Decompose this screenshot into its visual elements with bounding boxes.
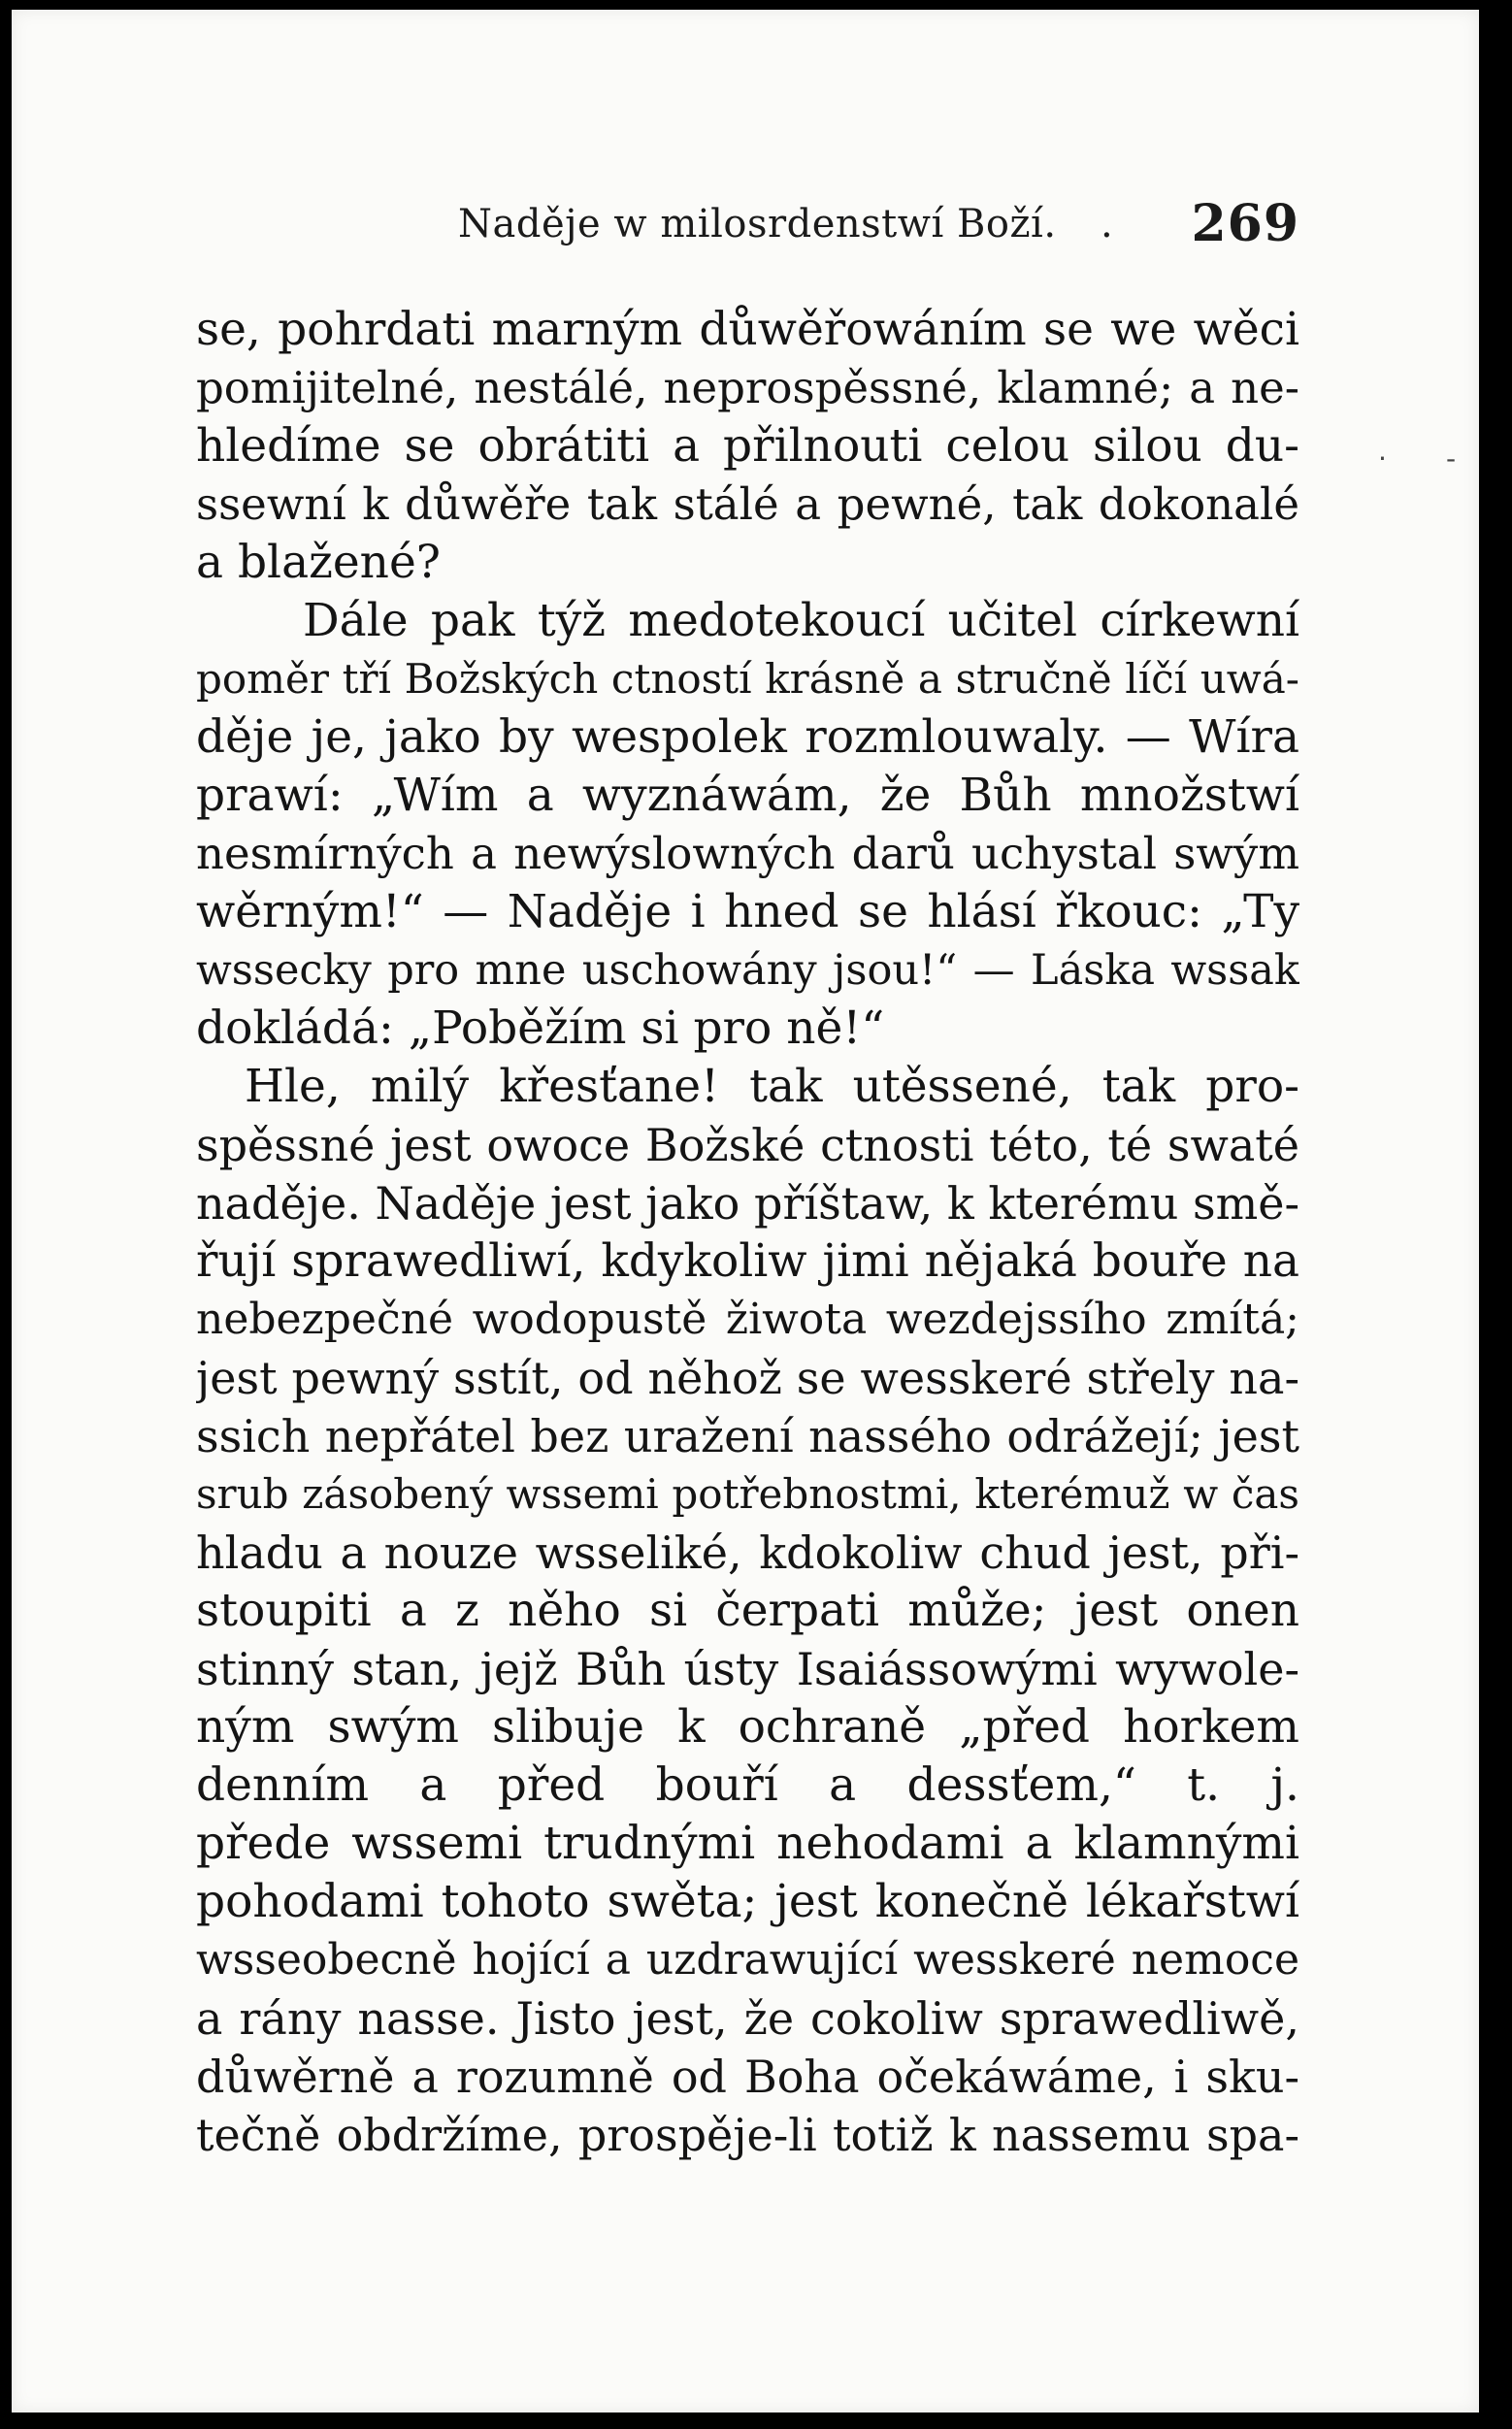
text-line: děje je, jako by wespolek rozmlouwaly. — Wíra <box>196 710 1299 764</box>
text-line: přede wssemi trudnými nehodami a klamnými <box>196 1817 1299 1870</box>
page-number: 269 <box>1191 194 1299 253</box>
text-line: denním a před bouří a dessťem,“ t. j. <box>196 1758 1299 1812</box>
text-line: dokládá: „Poběžím si pro ně!“ <box>196 1001 885 1055</box>
text-line: ssewní k důwěře tak stálé a pewné, tak dokonalé <box>196 478 1299 530</box>
text-line: stoupiti a z něho si čerpati může; jest onen <box>196 1584 1299 1637</box>
text-line: ssich nepřátel bez uražení nassého odrážejí; jest <box>196 1410 1299 1462</box>
text-line: spěssné jest owoce Božské ctnosti této, té swaté <box>196 1119 1299 1171</box>
text-line: pohodami tohoto swěta; jest konečně lékařstwí <box>196 1875 1299 1928</box>
text-line: naděje. Naděje jest jako příštaw, k kterému smě- <box>196 1177 1299 1230</box>
text-line: a blažené? <box>196 536 441 589</box>
paragraph-first-line: Hle, milý křesťane! tak utěssené, tak pro- <box>245 1060 1299 1113</box>
text-line: řují sprawedliwí, kdykoliw jimi nějaká bouře na <box>196 1234 1299 1288</box>
text-line: hladu a nouze wsseliké, kdokoliw chud jest, při- <box>196 1526 1299 1579</box>
text-line: ným swým slibuje k ochraně „před horkem <box>196 1700 1299 1754</box>
text-line: wssecky pro mne uschowány jsou!“ — Láska wssak <box>196 946 1299 995</box>
header-separator: . <box>1101 202 1113 246</box>
text-line: a rány nasse. Jisto jest, že cokoliw sprawedliwě, <box>196 1992 1299 2045</box>
text-line: nebezpečné wodopustě žiwota wezdejssího zmítá; <box>196 1295 1299 1344</box>
text-line: wěrným!“ — Naděje i hned se hlásí řkouc: „Ty <box>196 885 1299 938</box>
text-line: wsseobecně hojící a uzdrawující wesskeré nemoce <box>196 1935 1299 1985</box>
text-line: prawí: „Wím a wyznáwám, že Bůh množstwí <box>196 769 1299 822</box>
text-line: nesmírných a newýslowných darů uchystal swým <box>196 828 1299 879</box>
text-line: tečně obdržíme, prospěje-li totiž k nassemu spa- <box>196 2109 1299 2161</box>
running-head: Naděje w milosrdenstwí Boží. <box>458 202 1057 246</box>
text-line: důwěrně a rozumně od Boha očekáwáme, i sku- <box>196 2051 1299 2103</box>
text-line: jest pewný sstít, od něhož se wesskeré střely na- <box>196 1352 1299 1404</box>
text-line: stinný stan, jejž Bůh ústy Isaiássowými wywole- <box>196 1643 1299 1695</box>
text-line: srub zásobený wssemi potřebnostmi, kterémuž w čas <box>196 1470 1299 1518</box>
text-line: poměr tří Božských ctností krásně a stručně líčí uwá- <box>196 655 1299 703</box>
margin-speck: · <box>1378 443 1387 475</box>
margin-speck: - <box>1446 443 1457 475</box>
paragraph-first-line: Dále pak týž medotekoucí učitel církewní <box>303 594 1299 647</box>
text-line: pomijitelné, nestálé, neprospěssné, klamné; a ne- <box>196 362 1299 413</box>
body-text <box>196 301 1299 2164</box>
page-header <box>196 194 1299 262</box>
book-page <box>12 10 1479 2413</box>
text-line: se, pohrdati marným důwěřowáním se we wěci <box>196 303 1299 356</box>
text-line: hledíme se obrátiti a přilnouti celou silou du- <box>196 419 1299 473</box>
